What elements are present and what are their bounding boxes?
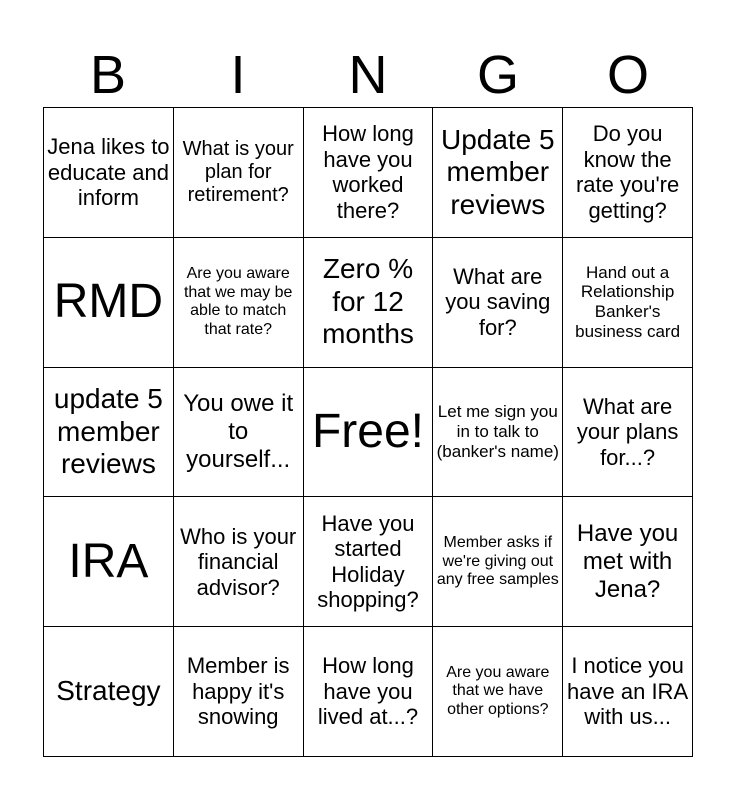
bingo-cell[interactable]: Hand out a Relationship Banker's business card: [563, 238, 693, 368]
bingo-cell[interactable]: What is your plan for retirement?: [174, 108, 304, 238]
bingo-cell[interactable]: Strategy: [44, 627, 174, 757]
bingo-cell[interactable]: Jena likes to educate and inform: [44, 108, 174, 238]
header-letter-n: N: [348, 45, 388, 105]
bingo-grid: [43, 107, 693, 757]
bingo-cell[interactable]: Member is happy it's snowing: [174, 627, 304, 757]
bingo-cell[interactable]: Member asks if we're giving out any free samples: [433, 497, 563, 627]
bingo-cell[interactable]: RMD: [44, 238, 174, 368]
header-letter-o: O: [606, 45, 649, 105]
bingo-cell[interactable]: Are you aware that we have other options?: [433, 627, 563, 757]
bingo-cell[interactable]: You owe it to yourself...: [174, 368, 304, 498]
header-letter-i: I: [230, 45, 246, 105]
bingo-header: [43, 44, 693, 106]
bingo-cell[interactable]: How long have you worked there?: [304, 108, 434, 238]
bingo-cell[interactable]: What are your plans for...?: [563, 368, 693, 498]
bingo-cell[interactable]: Update 5 member reviews: [433, 108, 563, 238]
bingo-cell[interactable]: Do you know the rate you're getting?: [563, 108, 693, 238]
bingo-cell[interactable]: Let me sign you in to talk to (banker's name): [433, 368, 563, 498]
bingo-cell[interactable]: Who is your financial advisor?: [174, 497, 304, 627]
free-space[interactable]: Free!: [304, 368, 434, 498]
bingo-cell[interactable]: Have you met with Jena?: [563, 497, 693, 627]
bingo-cell[interactable]: How long have you lived at...?: [304, 627, 434, 757]
bingo-cell[interactable]: What are you saving for?: [433, 238, 563, 368]
header-letter-g: G: [476, 45, 519, 105]
bingo-cell[interactable]: I notice you have an IRA with us...: [563, 627, 693, 757]
bingo-cell[interactable]: update 5 member reviews: [44, 368, 174, 498]
bingo-cell[interactable]: Zero % for 12 months: [304, 238, 434, 368]
header-letter-b: B: [89, 45, 127, 105]
bingo-cell[interactable]: Have you started Holiday shopping?: [304, 497, 434, 627]
bingo-cell[interactable]: IRA: [44, 497, 174, 627]
bingo-cell[interactable]: Are you aware that we may be able to match that rate?: [174, 238, 304, 368]
